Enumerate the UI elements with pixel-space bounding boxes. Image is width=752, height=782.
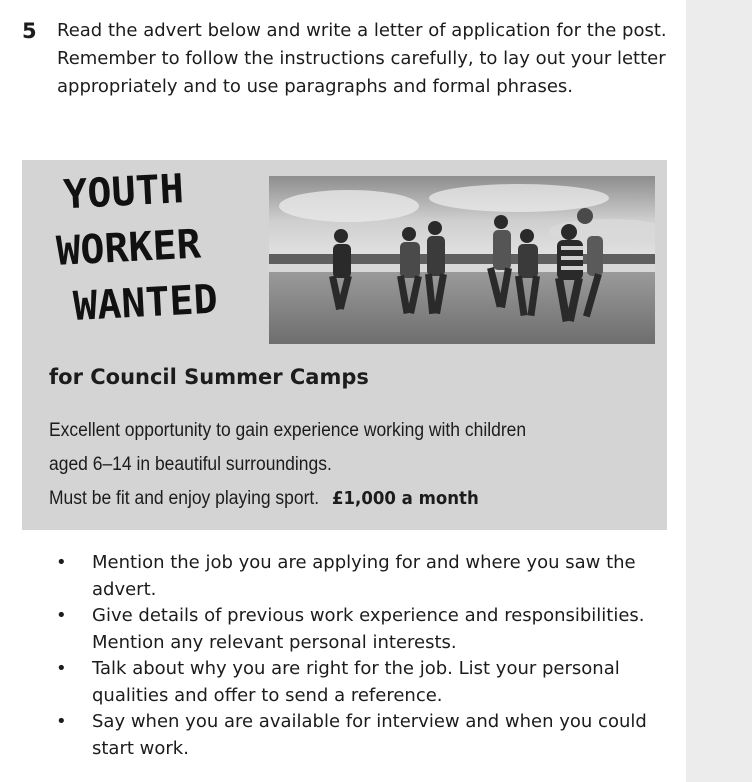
task-instructions: Read the advert below and write a letter of application for the post. Remember to follow the instructions carefully, to lay out your letter appropriately and to use paragraphs and formal phrases. [57, 20, 667, 97]
advert-body [49, 414, 601, 516]
job-advert [22, 160, 667, 530]
bullet-icon: • [56, 658, 67, 679]
bullet-text: Say when you are available for interview and when you could start work. [92, 711, 647, 759]
bullet-icon: • [56, 552, 67, 573]
advert-body-line: Excellent opportunity to gain experience working with children [49, 420, 527, 441]
advert-requirements: Must be fit and enjoy playing sport. [49, 488, 320, 509]
bullet-icon: • [56, 711, 67, 732]
list-item [56, 603, 676, 656]
headline-line-youth: YOUTH [62, 166, 185, 219]
task-number: 5 [22, 19, 37, 43]
advert-headline [52, 160, 219, 336]
bullet-text: Talk about why you are right for the job. List your personal qualities and offer to send a reference. [92, 658, 620, 706]
advert-body-line: aged 6–14 in beautiful surroundings. [49, 454, 332, 475]
bullet-icon: • [56, 605, 67, 626]
advert-body-line [49, 482, 601, 516]
bullet-text: Mention the job you are applying for and where you saw the advert. [92, 552, 636, 600]
headline-line-wanted: WANTED [72, 276, 219, 331]
list-item [56, 656, 676, 709]
advert-subheading: for Council Summer Camps [49, 365, 369, 389]
instruction-bullets [56, 550, 676, 762]
children-on-beach-photo [269, 176, 655, 344]
salary-text: £1,000 a month [332, 488, 479, 509]
bullet-text: Give details of previous work experience and responsibilities. Mention any relevant personal interests. [92, 605, 645, 653]
list-item [56, 550, 676, 603]
list-item [56, 709, 676, 762]
headline-line-worker: WORKER [55, 221, 202, 275]
